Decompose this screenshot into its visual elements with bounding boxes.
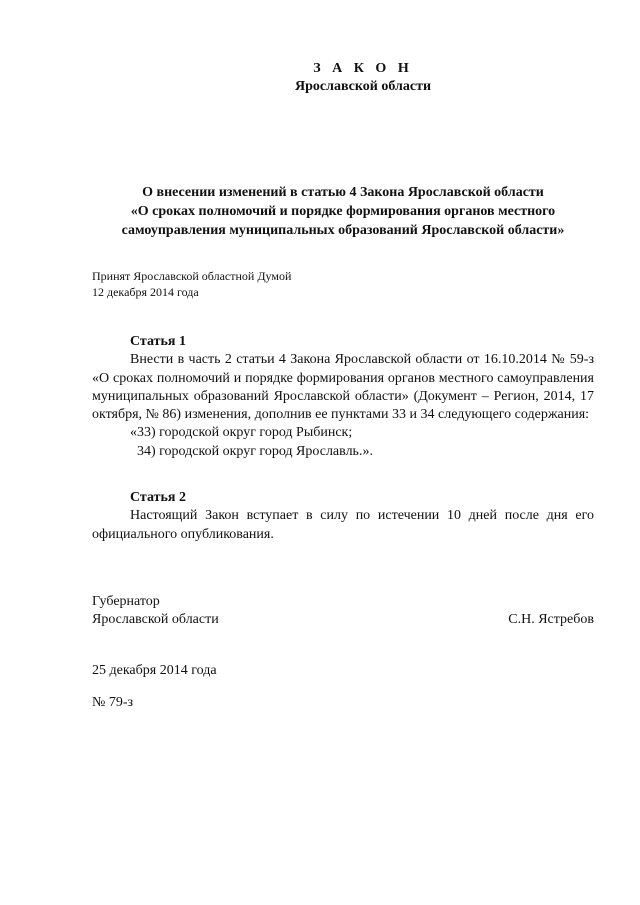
- article-1: [92, 333, 594, 461]
- signer-position: Губернатор: [92, 594, 160, 609]
- adoption-body: Принят Ярославской областной Думой: [92, 269, 292, 283]
- signature-block: [92, 593, 594, 629]
- article-text: Внести в часть 2 статьи 4 Закона Ярославской области от 16.10.2014 № 59-з «О сроках полномочий и порядке формирования органов местного самоуправления муниципальных образований Ярославской области» (Документ – Регион, 2014, 17 октября, № 86) изменения, дополнив ее пунктами 33 и 34 следующего содержания:: [92, 352, 594, 423]
- article-heading: Статья 2: [130, 490, 186, 505]
- article-text: Настоящий Закон вступает в силу по истечении 10 дней после дня его официального опубликования.: [92, 508, 594, 542]
- law-region: Ярославской области: [294, 79, 432, 94]
- signer-name: С.Н. Ястребов: [508, 612, 594, 627]
- subject-line: самоуправления муниципальных образований Ярославской области»: [121, 223, 565, 238]
- article-item: 34) городской округ город Ярославль.».: [137, 443, 373, 459]
- adoption-note: [92, 268, 291, 300]
- article-heading: Статья 1: [130, 334, 186, 349]
- adoption-date: 12 декабря 2014 года: [92, 285, 199, 299]
- subject-line: О внесении изменений в статью 4 Закона Ярославской области: [142, 185, 544, 200]
- law-number: № 79-з: [92, 695, 134, 710]
- article-2: [92, 489, 594, 544]
- subject-line: «О сроках полномочий и порядке формирования органов местного: [130, 204, 556, 219]
- signing-date: 25 декабря 2014 года: [92, 663, 217, 678]
- signer-position-region: Ярославской области: [92, 612, 219, 627]
- article-item: «33) городской округ город Рыбинск;: [130, 425, 353, 441]
- law-subject: [92, 183, 594, 240]
- law-title: З А К О Н: [313, 61, 413, 76]
